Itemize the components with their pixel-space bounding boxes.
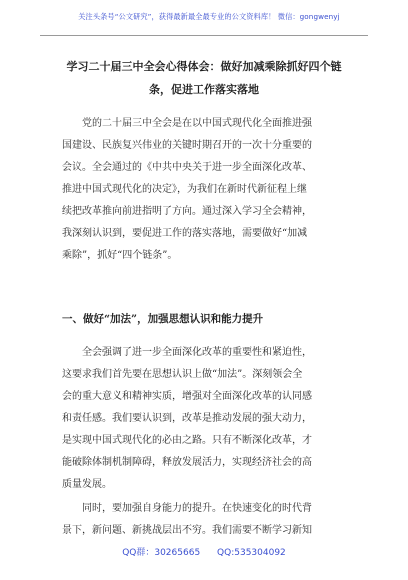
paragraph-line: 全会强调了进一步全面深化改革的重要性和紧迫性， [82, 347, 312, 358]
paragraph-line: 会议。全会通过的《中共中央关于进一步全面深化改革、 [62, 162, 312, 173]
paragraph-line: 续把改革推向前进指明了方向。通过深入学习全会精神， [62, 206, 312, 217]
section-heading: 一、做好“加法”，加强思想认识和能力提升 [62, 313, 264, 325]
title-line: 学习二十届三中全会心得体会：做好加减乘除抓好四个链 [66, 60, 342, 73]
intro-paragraph [62, 113, 346, 267]
paragraph-line: 国建设、民族复兴伟业的关键时期召开的一次十分重要的 [62, 140, 312, 151]
paragraph-line: 同时，要加强自身能力的提升。在快速变化的时代背 [82, 503, 312, 514]
footer-qq-number: QQ:535304092 [217, 548, 286, 558]
paragraph-line: 党的二十届三中全会是在以中国式现代化全面推进强 [82, 118, 312, 129]
footer-qq-group: QQ群：30265665 [122, 548, 201, 558]
section1-paragraph-2 [62, 498, 346, 542]
paragraph-line: 能破除体制机制障碍，释放发展活力，实现经济社会的高 [62, 457, 312, 468]
paragraph-line: 我深刻认识到，要促进工作的落实落地，需要做好“加减 [62, 228, 308, 239]
paragraph-line: 是实现中国式现代化的必由之路。只有不断深化改革，才 [62, 435, 312, 446]
paragraph-line: 和责任感。我们要认识到，改革是推动发展的强大动力， [62, 413, 312, 424]
paragraph-line: 会的重大意义和精神实质，增强对全面深化改革的认同感 [62, 391, 312, 402]
header-divider [40, 35, 368, 36]
header-banner: 关注头条号“公文研究”，获得最新最全最专业的公文资料库！ 微信：gongwenyj [78, 12, 340, 21]
document-title [60, 55, 348, 101]
paragraph-line: 这要求我们首先要在思想认识上做“加法”。深刻领会全 [62, 369, 303, 380]
paragraph-line: 质量发展。 [62, 479, 112, 490]
footer-contact [0, 545, 408, 558]
paragraph-line: 推进中国式现代化的决定》，为我们在新时代新征程上继 [62, 184, 307, 195]
paragraph-line: 景下，新问题、新挑战层出不穷。我们需要不断学习新知 [62, 525, 312, 536]
section1-paragraph-1 [62, 342, 346, 496]
title-line: 条，促进工作落实落地 [149, 83, 259, 96]
paragraph-line: 乘除”，抓好“四个链条”。 [62, 250, 178, 261]
